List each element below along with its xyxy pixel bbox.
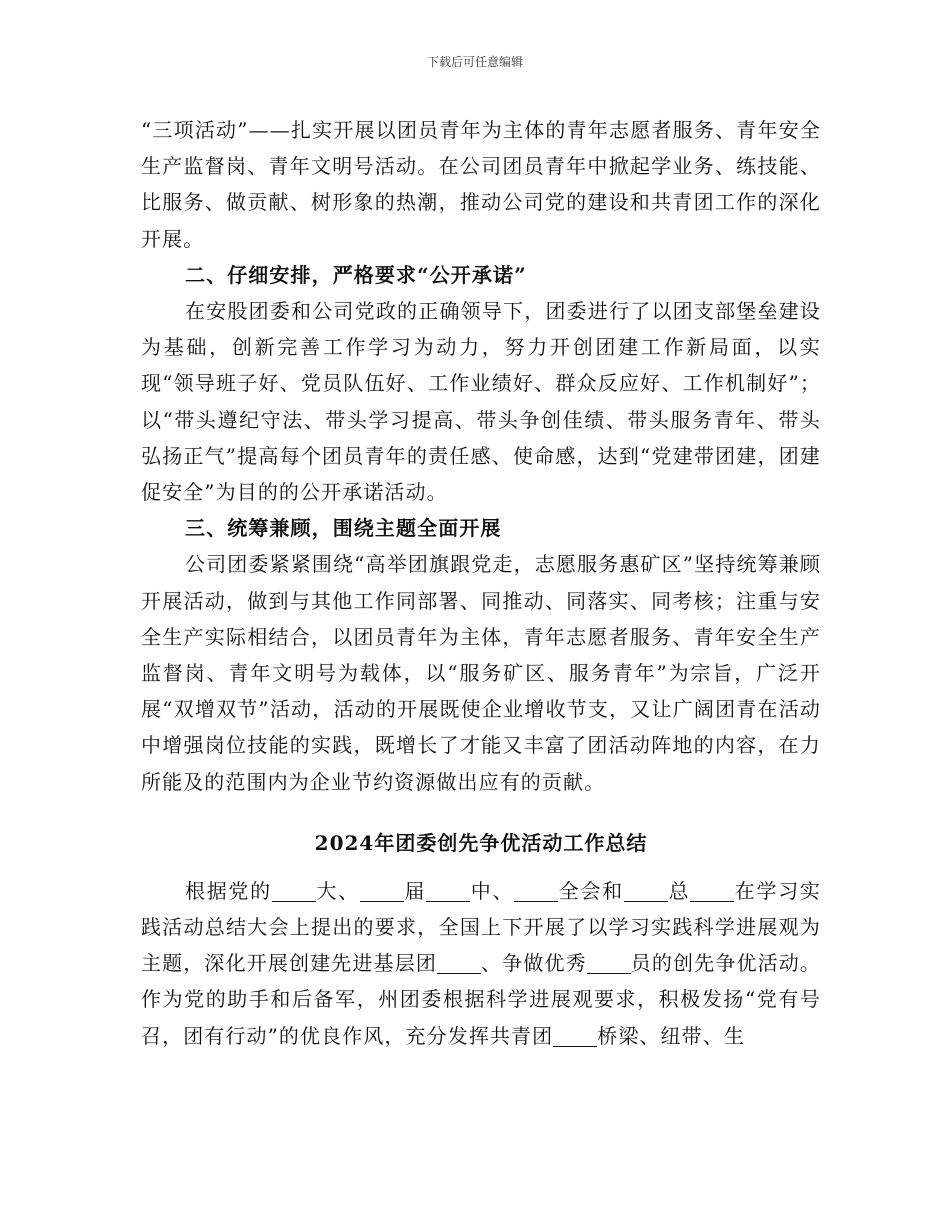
text-run: 大、 (315, 878, 360, 903)
fill-blank (587, 953, 631, 974)
text-run: 在学习实践活动总结大会上提出的要求，全国上下开展了以学习实践科学进展观为主题，深化开展创建先进基层团 (141, 878, 821, 976)
text-run: 中、 (470, 878, 515, 903)
text-run: 届 (403, 878, 427, 903)
text-run: 、争做优秀 (480, 951, 587, 976)
fill-blank (553, 1026, 597, 1047)
document-title: 2024年团委创先争优活动工作总结 (314, 830, 648, 855)
fill-blank (624, 881, 668, 902)
text-run: 员的创先争优活动。作为党的助手和后备军，州团委根据科学进展观要求，积极发扬“党有号召，团有行动”的优良作风，充分发挥共青团 (141, 951, 822, 1048)
fill-blank (272, 881, 316, 902)
section1-tail-paragraph: “三项活动”——扎实开展以团员青年为主体的青年志愿者服务、青年安全生产监督岗、青年文明号活动。在公司团员青年中掀起学业务、练技能、比服务、做贡献、树形象的热潮，推动公司党的建设和共青团工作的深化开展。 (141, 118, 821, 251)
fill-blank (514, 881, 558, 902)
text-run: 根据党的 (185, 878, 272, 903)
text-run: 总 (667, 878, 691, 903)
section3-heading: 三、统筹兼顾，围绕主题全面开展 (185, 516, 502, 541)
summary-paragraph (141, 873, 821, 1054)
fill-blank (426, 881, 470, 902)
section2-heading: 二、仔细安排，严格要求“公开承诺” (185, 262, 527, 287)
fill-blank (360, 881, 404, 902)
header-note: 下载后可任意编辑 (426, 55, 523, 69)
fill-blank (690, 881, 734, 902)
section3-paragraph: 公司团委紧紧围绕“高举团旗跟党走，志愿服务惠矿区”坚持统筹兼顾开展活动，做到与其他工作同部署、同推动、同落实、同考核；注重与安全生产实际相结合，以团员青年为主体，青年志愿者服务、青年安全生产监督岗、青年文明号为载体，以“服务矿区、服务青年”为宗旨，广泛开展“双增双节”活动，活动的开展既使企业增收节支，又让广阔团青在活动中增强岗位技能的实践，既增长了才能又丰富了团活动阵地的内容，在力所能及的范围内为企业节约资源做出应有的贡献。 (141, 552, 821, 794)
document-body (141, 112, 821, 1054)
text-run: 桥梁、纽带、生 (597, 1023, 745, 1048)
section2-paragraph: 在安股团委和公司党政的正确领导下，团委进行了以团支部堡垒建设为基础，创新完善工作学习为动力，努力开创团建工作新局面，以实现“领导班子好、党员队伍好、工作业绩好、群众反应好、工作机制好”；以“带头遵纪守法、带头学习提高、带头争创佳绩、带头服务青年、带头弘扬正气”提高每个团员青年的责任感、使命感，达到“党建带团建，团建促安全”为目的的公开承诺活动。 (141, 299, 821, 505)
text-run: 全会和 (558, 878, 624, 903)
fill-blank (437, 953, 481, 974)
